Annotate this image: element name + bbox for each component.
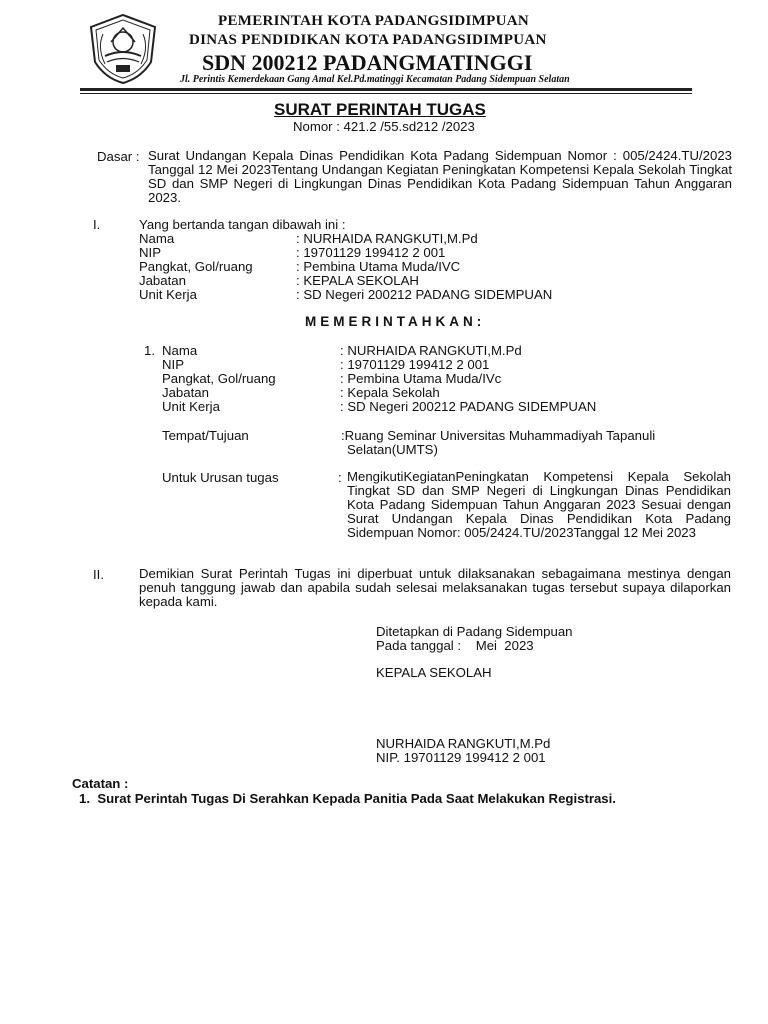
destination-value: :Ruang Seminar Universitas Muhammadiyah Tapanuli — [341, 428, 656, 443]
signature-position: KEPALA SEKOLAH — [376, 665, 492, 680]
purpose-text: MengikutiKegiatanPeningkatan Kompetensi Kepala Sekolah Tingkat SD dan SMP Negeri di Lingkungan Dinas Pendidikan Kota Padang Sidempuan Tahun Anggaran 2023 Sesuai dengan Surat Undangan Kepala Dinas Pendidikan Kota Padang Sidempuan Nomor: 005/2424.TU/2023Tanggal 12 Mei 2023 — [347, 469, 731, 540]
assignee-number: 1. — [144, 343, 155, 358]
city-emblem-logo — [83, 12, 163, 86]
signature-name: NURHAIDA RANGKUTI,M.Pd — [376, 736, 551, 751]
assignee-rank-value: : Pembina Utama Muda/IVc — [340, 371, 502, 386]
assignee-nip-label: NIP — [162, 357, 184, 372]
dasar-label: Dasar : — [97, 149, 140, 164]
signer-position-value: : KEPALA SEKOLAH — [296, 273, 419, 288]
signer-unit-value: : SD Negeri 200212 PADANG SIDEMPUAN — [296, 287, 553, 302]
signer-nip-value: : 19701129 199412 2 001 — [296, 245, 446, 260]
section-two-number: II. — [93, 567, 104, 582]
signer-rank-value: : Pembina Utama Muda/IVC — [296, 259, 461, 274]
document-title: SURAT PERINTAH TUGAS — [274, 100, 486, 119]
signer-name-value: : NURHAIDA RANGKUTI,M.Pd — [296, 231, 478, 246]
section-one-intro: Yang bertanda tangan dibawah ini : — [139, 217, 346, 232]
purpose-label: Untuk Urusan tugas — [162, 470, 279, 485]
signer-nip-label: NIP — [139, 245, 161, 260]
notes-item: 1. Surat Perintah Tugas Di Serahkan Kepada Panitia Pada Saat Melakukan Registrasi. — [79, 791, 616, 806]
assignee-position-label: Jabatan — [162, 385, 209, 400]
signer-unit-label: Unit Kerja — [139, 287, 197, 302]
assignee-unit-value: : SD Negeri 200212 PADANG SIDEMPUAN — [340, 399, 597, 414]
signer-rank-label: Pangkat, Gol/ruang — [139, 259, 253, 274]
destination-label: Tempat/Tujuan — [162, 428, 249, 443]
assignee-name-value: : NURHAIDA RANGKUTI,M.Pd — [340, 343, 522, 358]
letterhead-government: PEMERINTAH KOTA PADANGSIDIMPUAN — [218, 13, 529, 29]
assignee-unit-label: Unit Kerja — [162, 399, 220, 414]
signature-nip: NIP. 19701129 199412 2 001 — [376, 750, 546, 765]
document-number: Nomor : 421.2 /55.sd212 /2023 — [293, 119, 475, 134]
section-one-number: I. — [93, 217, 101, 232]
letterhead-rule — [80, 88, 692, 91]
signer-position-label: Jabatan — [139, 273, 186, 288]
assignee-nip-value: : 19701129 199412 2 001 — [340, 357, 490, 372]
letterhead-rule-thin — [80, 93, 692, 94]
purpose-colon: : — [338, 470, 342, 485]
assignee-position-value: : Kepala Sekolah — [340, 385, 440, 400]
letterhead-school-name: SDN 200212 PADANGMATINGGI — [202, 50, 533, 75]
section-two-text: Demikian Surat Perintah Tugas ini diperbuat untuk dilaksanakan sebagaimana mestinya dengan penuh tanggung jawab dan apabila sudah selesai melaksanakan tugas tersebut supaya dilaporkan kepada kami. — [139, 566, 731, 609]
letterhead-address: Jl. Perintis Kemerdekaan Gang Amal Kel.Pd.matinggi Kecamatan Padang Sidempuan Selatan — [180, 74, 570, 85]
destination-value-continued: Selatan(UMTS) — [347, 442, 438, 457]
signature-place: Ditetapkan di Padang Sidempuan — [376, 624, 573, 639]
signature-date: Pada tanggal : Mei 2023 — [376, 638, 534, 653]
letterhead-department: DINAS PENDIDIKAN KOTA PADANGSIDIMPUAN — [189, 32, 547, 48]
memerintahkan-heading: MEMERINTAHKAN: — [305, 314, 486, 329]
assignee-rank-label: Pangkat, Gol/ruang — [162, 371, 276, 386]
notes-heading: Catatan : — [72, 776, 129, 791]
assignee-name-label: Nama — [162, 343, 198, 358]
dasar-text: Surat Undangan Kepala Dinas Pendidikan Kota Padang Sidempuan Nomor : 005/2424.TU/2023 Tanggal 12 Mei 2023Tentang Undangan Kegiatan Peningkatan Kompetensi Kepala Sekolah Tingkat SD dan SMP Negeri di Lingkungan Dinas Pendidikan Kota Padang Sidempuan Tahun Anggaran 2023. — [148, 148, 732, 205]
signer-name-label: Nama — [139, 231, 175, 246]
